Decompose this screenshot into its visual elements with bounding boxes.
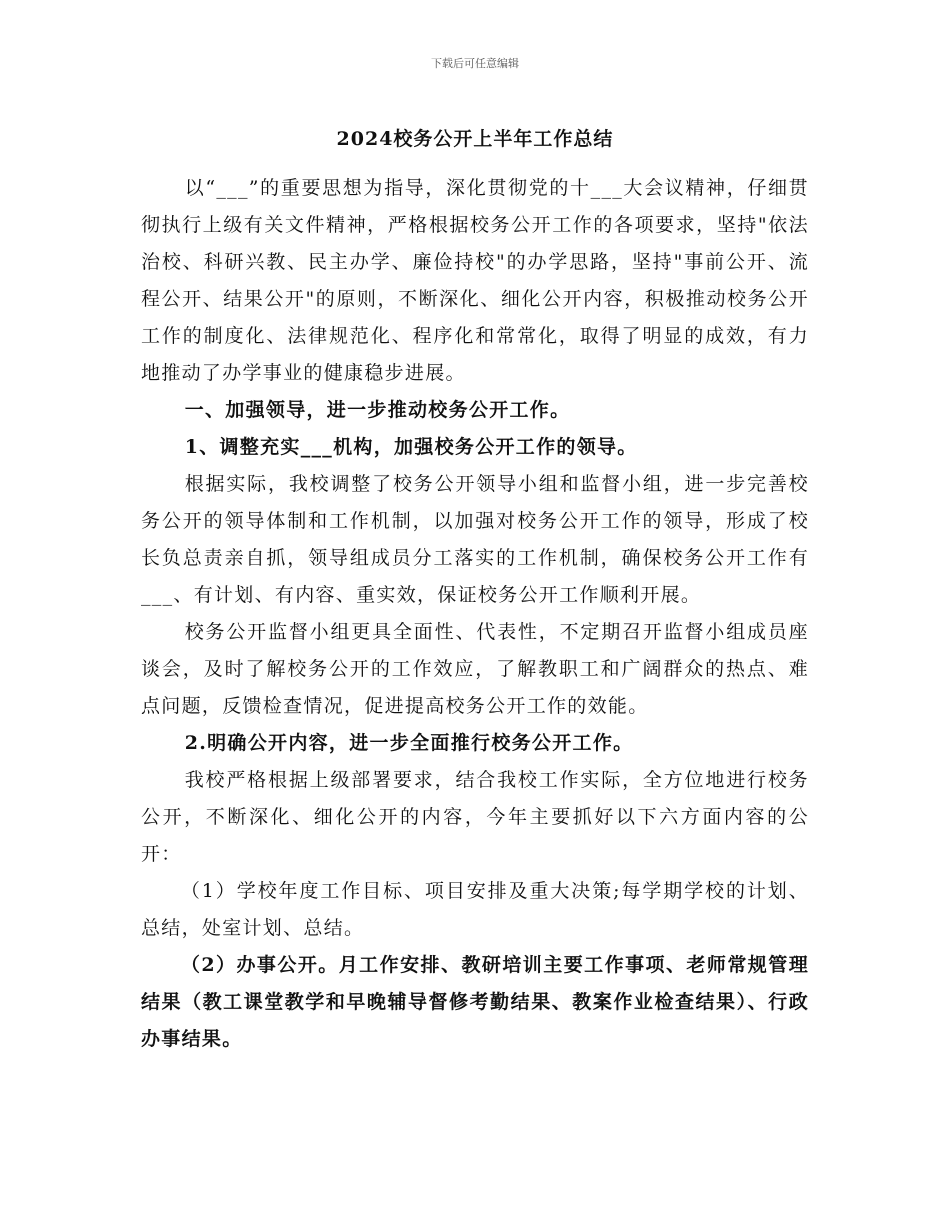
body-paragraph: 根据实际，我校调整了校务公开领导小组和监督小组，进一步完善校务公开的领导体制和工作机制，以加强对校务公开工作的领导，形成了校长负总责亲自抓，领导组成员分工落实的工作机制，确保校务公开工作有___、有计划、有内容、重实效，保证校务公开工作顺利开展。 <box>141 473 809 606</box>
document-title: 2024校务公开上半年工作总结 <box>336 128 614 150</box>
intro-paragraph: 以“___”的重要思想为指导，深化贯彻党的十___大会议精神，仔细贯彻执行上级有关文件精神，严格根据校务公开工作的各项要求，坚持"依法治校、科研兴教、民主办学、廉俭持校"的办学思路，坚持"事前公开、流程公开、结果公开"的原则，不断深化、细化公开内容，积极推动校务公开工作的制度化、法律规范化、程序化和常常化，取得了明显的成效，有力地推动了办学事业的健康稳步进展。 <box>141 177 809 384</box>
body-paragraph: 校务公开监督小组更具全面性、代表性，不定期召开监督小组成员座谈会，及时了解校务公开的工作效应，了解教职工和广阔群众的热点、难点问题，反馈检查情况，促进提高校务公开工作的效能。 <box>141 621 809 717</box>
list-item-1: （1）学校年度工作目标、项目安排及重大决策;每学期学校的计划、总结，处室计划、总结。 <box>141 880 809 939</box>
header-note: 下载后可任意编辑 <box>431 57 519 70</box>
list-item-2: （2）办事公开。月工作安排、教研培训主要工作事项、老师常规管理结果（教工课堂教学和早晚辅导督修考勤结果、教案作业检查结果）、行政办事结果。 <box>141 954 809 1050</box>
subsection-heading-1: 1、调整充实___机构，加强校务公开工作的领导。 <box>184 436 638 458</box>
body-paragraph: 我校严格根据上级部署要求，结合我校工作实际，全方位地进行校务公开，不断深化、细化公开的内容，今年主要抓好以下六方面内容的公开： <box>141 769 809 865</box>
subsection-heading-2: 2.明确公开内容，进一步全面推行校务公开工作。 <box>184 732 634 754</box>
document-body <box>141 170 809 1058</box>
section-heading-1: 一、加强领导，进一步推动校务公开工作。 <box>184 399 571 421</box>
